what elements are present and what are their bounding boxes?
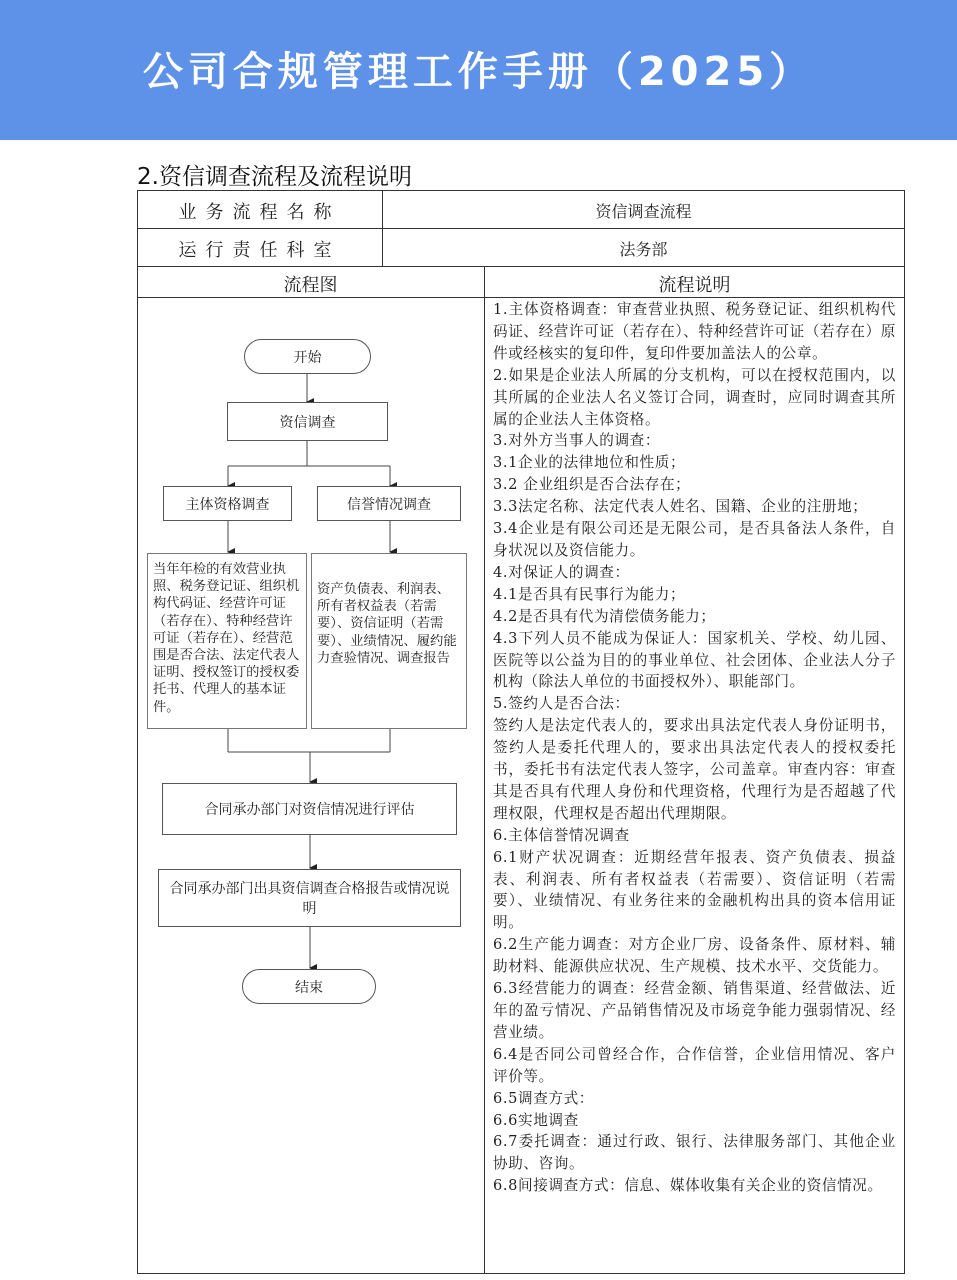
description-item: 6.1财产状况调查：近期经营年报表、资产负债表、损益表、利润表、所有者权益表（若需要）、资信证明（若需要）、业绩情况、有业务往来的金融机构出具的资本信用证明。 [493,848,896,932]
flow-step-evaluation: 合同承办部门对资信情况进行评估 [162,783,457,835]
description-item: 1.主体资格调查：审查营业执照、税务登记证、组织机构代码证、经营许可证（若存在）、特种经营许可证（若存在）原件或经核实的复印件，复印件要加盖法人的公章。 [493,301,896,362]
description-item: 3.1企业的法律地位和性质； [493,454,686,472]
process-name-value: 资信调查流程 [595,202,692,221]
description-item: 6.6实地调查 [493,1111,579,1129]
description-item: 2.如果是企业法人所属的分支机构，可以在授权范围内，以其所属的企业法人名义签订合同，调查时，应同时调查其所属的企业法人主体资格。 [493,366,896,428]
description-item: 5.签约人是否合法： [493,695,630,713]
description-item: 3.对外方当事人的调查： [493,432,661,450]
flow-step-credit-investigation: 资信调查 [227,402,388,441]
description-item: 4.2是否具有代为清偿债务能力； [493,607,716,625]
description-item: 3.3法定名称、法定代表人姓名、国籍、企业的注册地； [493,498,868,516]
flow-start-node: 开始 [244,339,371,374]
description-item: 签约人是法定代表人的，要求出具法定代表人身份证明书，签约人是委托代理人的，要求出具法定代表人的授权委托书，委托书有法定代表人签字，公司盖章。审查内容：审查其是否具有代理人身份和代理资格，代理行为是否超越了代理权限，代理权是否超出代理期限。 [493,717,896,822]
flowchart-column-header: 流程图 [283,275,338,296]
flow-end-node: 结束 [242,969,376,1004]
description-item: 3.2 企业组织是否合法存在； [493,476,691,494]
flow-branch-subject-qualification: 主体资格调查 [163,486,292,521]
description-item: 3.4企业是有限公司还是无限公司，是否具备法人条件，自身状况以及资信能力。 [493,520,896,559]
document-title: 公司合规管理工作手册（2025） [142,49,815,95]
description-item: 4.1是否具有民事行为能力； [493,585,686,603]
description-item: 6.3经营能力的调查：经营金额、销售渠道、经营做法、近年的盈亏情况、产品销售情况及市场竞争能力强弱情况、经营业绩。 [493,980,896,1041]
description-item: 6.2生产能力调查：对方企业厂房、设备条件、原材料、辅助材料、能源供应状况、生产规模、技术水平、交货能力。 [493,936,896,976]
flow-detail-subject-qualification: 当年年检的有效营业执照、税务登记证、组织机构代码证、经营许可证（若存在）、特种经营许可证（若存在）、经营范围是否合法、法定代表人证明、授权签订的授权委托书、代理人的基本证件。 [147,553,307,729]
department-label: 运行责任科室 [178,240,341,261]
description-item: 6.5调查方式： [493,1089,594,1107]
description-item: 4.3下列人员不能成为保证人：国家机关、学校、幼儿园、医院等以公益为目的的事业单位、社会团体、企业法人分子机构（除法人单位的书面授权外）、职能部门。 [493,629,896,691]
section-title: 2.资信调查流程及流程说明 [137,164,412,190]
flow-detail-reputation: 资产负债表、利润表、所有者权益表（若需要）、资信证明（若需要）、业绩情况、履约能力查验情况、调查报告 [311,553,467,729]
flow-branch-reputation: 信誉情况调查 [317,486,461,521]
description-item: 6.7委托调查：通过行政、银行、法律服务部门、其他企业协助、咨询。 [493,1133,896,1173]
description-item: 6.主体信誉情况调查 [493,826,630,844]
department-value: 法务部 [619,240,668,259]
description-item: 4.对保证人的调查： [493,563,630,581]
description-column-header: 流程说明 [658,275,731,296]
process-description [493,299,896,1197]
flow-step-report: 合同承办部门出具资信调查合格报告或情况说明 [158,869,461,927]
description-item: 6.4是否同公司曾经合作，合作信誉，企业信用情况、客户评价等。 [493,1045,896,1085]
process-name-label: 业务流程名称 [178,202,341,223]
description-item: 6.8间接调查方式：信息、媒体收集有关企业的资信情况。 [493,1177,883,1195]
